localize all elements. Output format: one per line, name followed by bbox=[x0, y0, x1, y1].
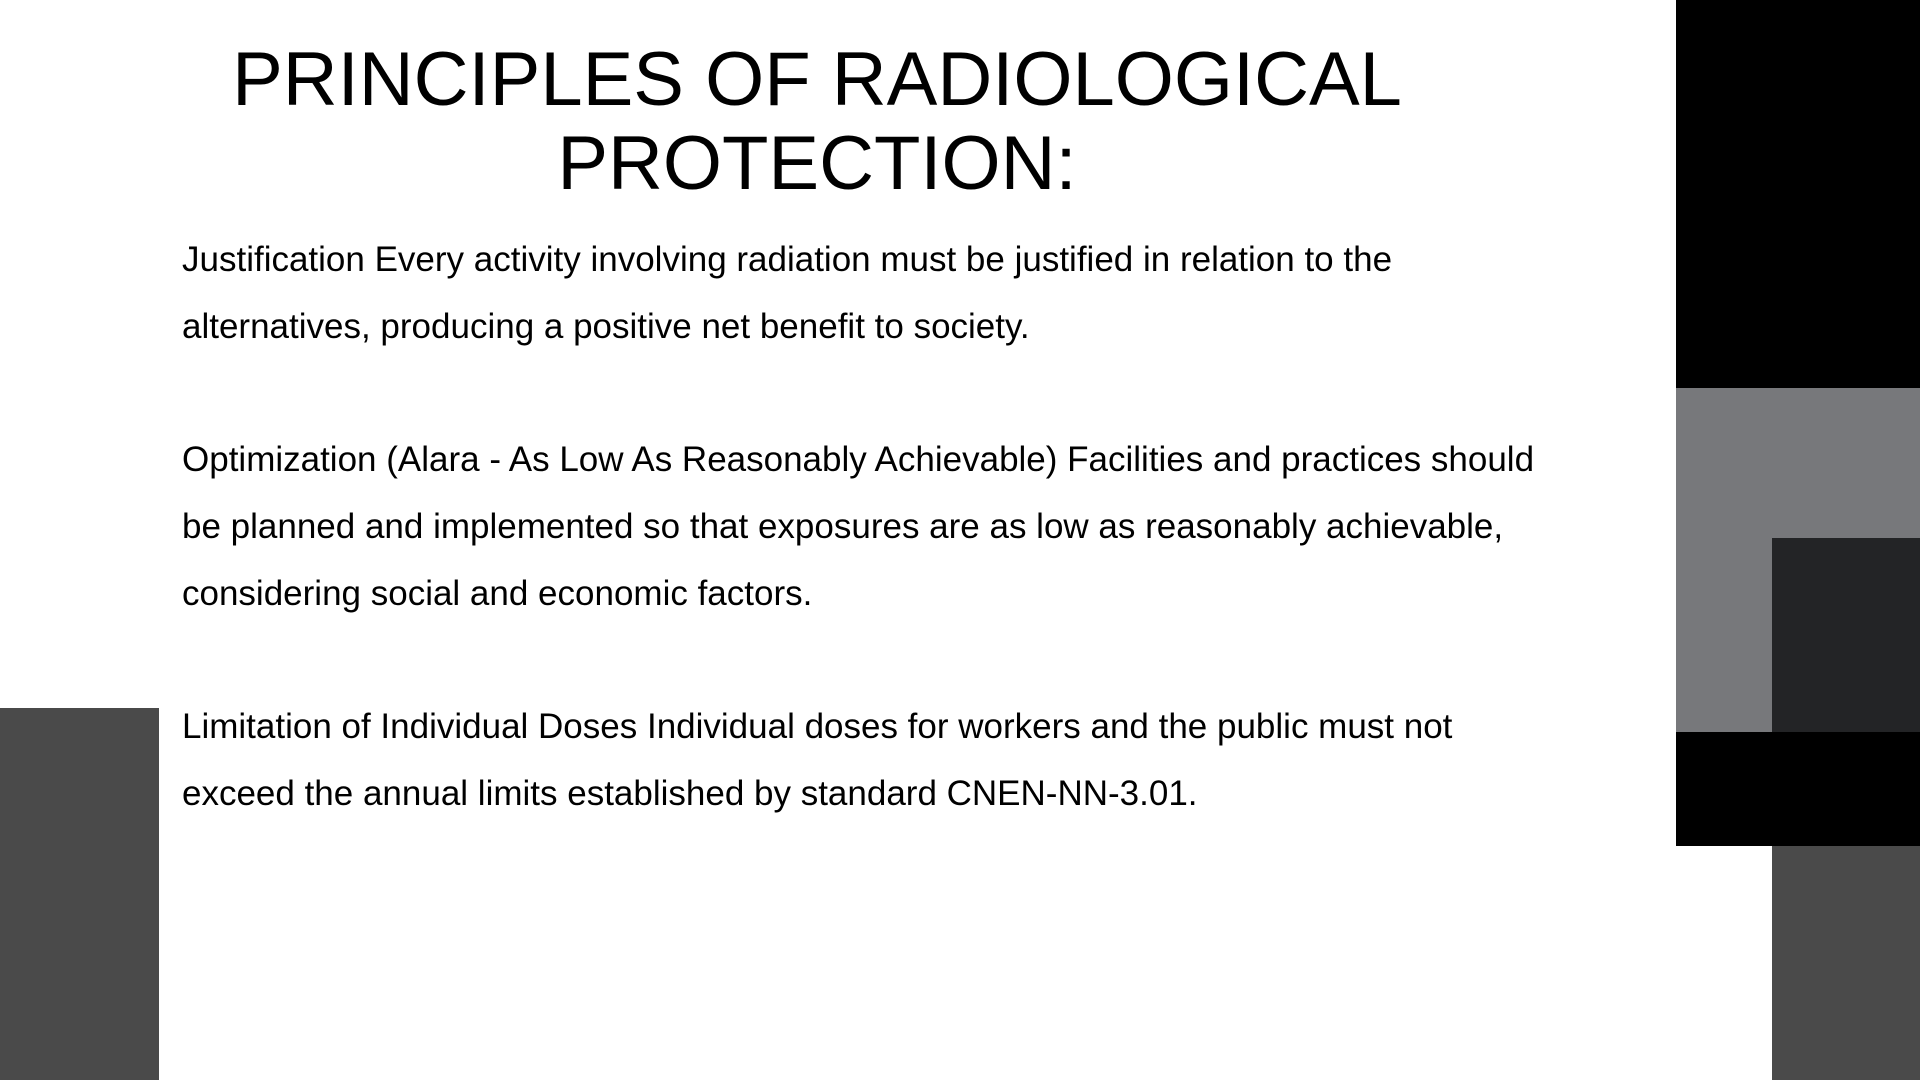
paragraph-optimization: Optimization (Alara - As Low As Reasonably Achievable) Facilities and practices should be planned and implemented so that exposures are as low as reasonably achievable, considering social and economic factors. bbox=[182, 440, 1535, 613]
decorative-block-right-charcoal bbox=[1772, 846, 1920, 1080]
slide-body bbox=[182, 226, 1562, 827]
decorative-block-right-bottom bbox=[1676, 732, 1920, 846]
decorative-block-right-dark bbox=[1772, 538, 1920, 732]
slide-content bbox=[182, 38, 1562, 893]
paragraph-dose-limitation: Limitation of Individual Doses Individual doses for workers and the public must not exceed the annual limits established by standard CNEN-NN-3.01. bbox=[182, 707, 1453, 813]
decorative-block-right-top bbox=[1676, 0, 1920, 388]
slide-title: PRINCIPLES OF RADIOLOGICAL PROTECTION: bbox=[232, 37, 1402, 206]
decorative-block-left bbox=[0, 708, 159, 1080]
paragraph-justification: Justification Every activity involving radiation must be justified in relation to the alternatives, producing a positive net benefit to society. bbox=[182, 240, 1393, 346]
